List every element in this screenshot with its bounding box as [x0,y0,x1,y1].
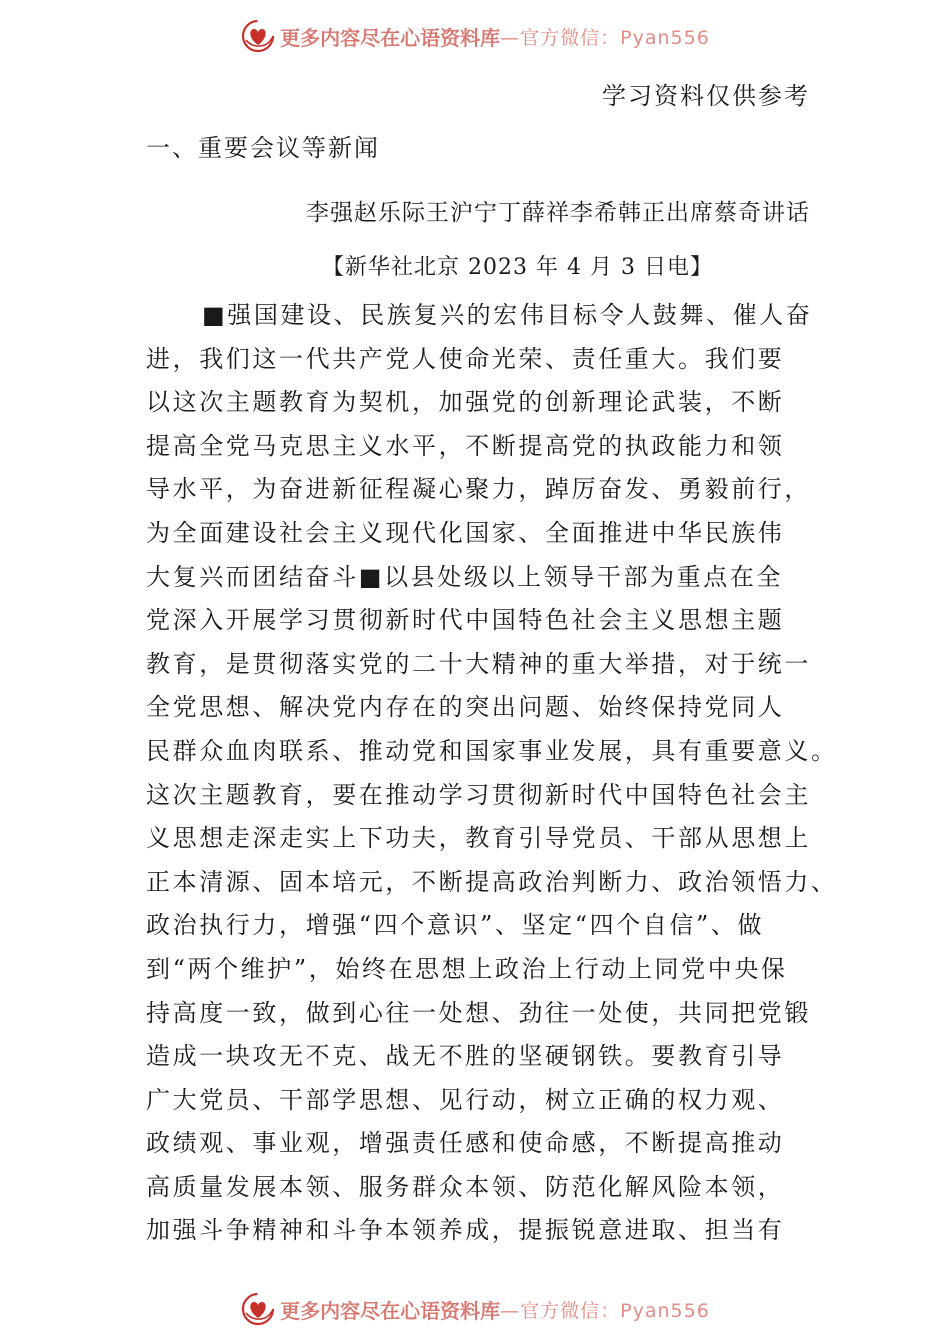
body-line: 全党思想、解决党内存在的突出问题、始终保持党同人 [146,693,785,722]
body-line: 广大党员、干部学思想、见行动，树立正确的权力观、 [146,1085,785,1114]
body-line: 教育，是贯彻落实党的二十大精神的重大举措，对于统一 [146,649,811,678]
section-title: 一、重要会议等新闻 [146,134,380,162]
body-line: 以这次主题教育为契机，加强党的创新理论武装，不断 [146,388,785,417]
body-line: 政绩观、事业观，增强责任感和使命感，不断提高推动 [146,1129,785,1158]
article-headline: 李强赵乐际王沪宁丁薛祥李希韩正出席蔡奇讲话 [306,200,810,226]
article-dateline: 【新华社北京 2023 年 4 月 3 日电】 [322,255,713,280]
body-line: 提高全党马克思主义水平，不断提高党的执政能力和领 [146,431,785,460]
banner-wechat-text: —官方微信：Pyan556 [500,26,710,49]
body-line: 民群众血肉联系、推动党和国家事业发展，具有重要意义。 [146,736,838,765]
heart-swirl-logo-icon [240,18,276,54]
body-line: 大复兴而团结奋斗■以县处级以上领导干部为重点在全 [146,562,784,591]
heart-swirl-logo-icon [240,1291,276,1327]
body-line: 正本清源、固本培元，不断提高政治判断力、政治领悟力、 [146,867,838,896]
body-line: 这次主题教育，要在推动学习贯彻新时代中国特色社会主 [146,780,811,809]
body-line: 导水平，为奋进新征程凝心聚力，踔厉奋发、勇毅前行， [146,475,811,504]
body-line: 加强斗争精神和斗争本领养成，提振锐意进取、担当有 [146,1216,785,1245]
body-line: ■强国建设、民族复兴的宏伟目标令人鼓舞、催人奋 [202,301,813,329]
body-line: 义思想走深走实上下功夫，教育引导党员、干部从思想上 [146,824,811,853]
body-line: 到“两个维护”，始终在思想上政治上行动上同党中央保 [146,954,788,983]
banner-main-text: 更多内容尽在心语资料库 [280,1298,501,1323]
body-line: 政治执行力，增强“四个意识”、坚定“四个自信”、做 [146,911,765,940]
banner-wechat-text: —官方微信：Pyan556 [500,1299,710,1322]
disclaimer-text: 学习资料仅供参考 [602,82,810,110]
body-line: 进，我们这一代共产党人使命光荣、责任重大。我们要 [146,344,785,373]
body-line: 持高度一致，做到心往一处想、劲往一处使，共同把党锻 [146,998,811,1027]
body-line: 造成一块攻无不克、战无不胜的坚硬钢铁。要教育引导 [146,1042,785,1071]
body-line: 党深入开展学习贯彻新时代中国特色社会主义思想主题 [146,606,785,635]
footer-banner [0,1287,950,1331]
banner-main-text: 更多内容尽在心语资料库 [280,25,501,50]
body-line: 高质量发展本领、服务群众本领、防范化解风险本领， [146,1172,785,1201]
article-body [146,294,838,1253]
header-banner [0,14,950,58]
body-line: 为全面建设社会主义现代化国家、全面推进中华民族伟 [146,518,785,547]
